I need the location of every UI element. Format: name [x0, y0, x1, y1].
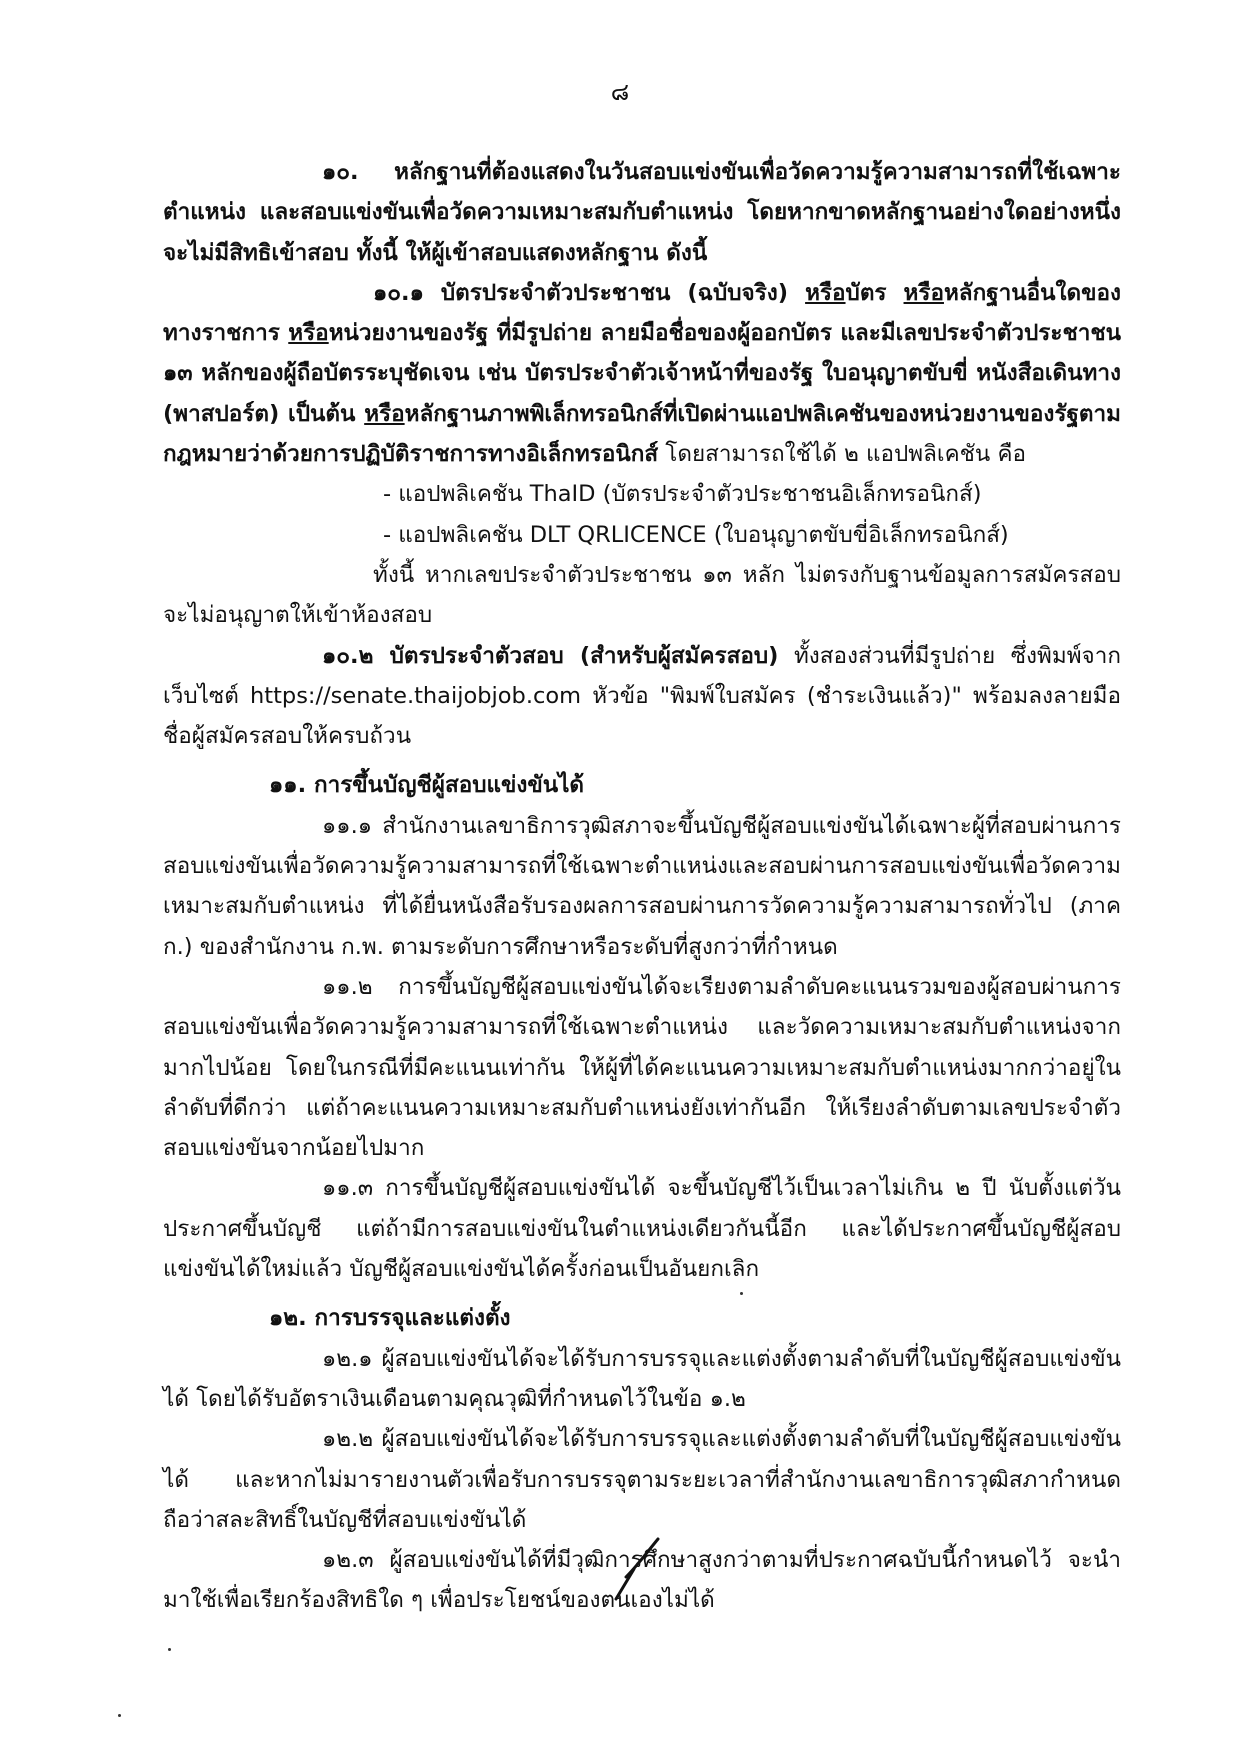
- s10-1-lead: ๑๐.๑ บัตรประจำตัวประชาชน (ฉบับจริง): [373, 279, 806, 306]
- s10-1-id13: ๑๓ หลักของผู้ถือบัตรระบุชัดเจน เช่น บัตรประจำตัวเจ้าหน้าที่ของรัฐ ใบอนุญาตขับขี่ หนังสือเดินทาง (พาสปอร์ต) เป็นต้น: [163, 360, 1121, 427]
- section-11-1: ๑๑.๑ สำนักงานเลขาธิการวุฒิสภาจะขึ้นบัญชีผู้สอบแข่งขันได้เฉพาะผู้ที่สอบผ่านการสอบแข่งขันเพื่อวัดความรู้ความสามารถที่ใช้เฉพาะตำแหน่งและสอบผ่านการสอบแข่งขันเพื่อวัดความเหมาะสมกับตำแหน่ง ที่ได้ยื่นหนังสือรับรองผลการสอบผ่านการวัดความรู้ความสามารถทั่วไป (ภาค ก.) ของสำนักงาน ก.พ. ตามระดับการศึกษาหรือระดับที่สูงกว่าที่กำหนด: [163, 812, 1122, 960]
- s10-1-agency: หน่วยงานของรัฐ ที่มีรูปถ่าย ลายมือชื่อของผู้ออกบัตร และมีเลขประจำตัวประชาชน: [328, 320, 1122, 347]
- initial-signature-mark: [614, 1535, 664, 1605]
- id-mismatch-note: ทั้งนี้ หากเลขประจำตัวประชาชน ๑๓ หลัก ไม่ตรงกับฐานข้อมูลการสมัครสอบ จะไม่อนุญาตให้เข้าห้องสอบ: [163, 561, 1121, 629]
- section-10-intro: ๑๐. หลักฐานที่ต้องแสดงในวันสอบแข่งขันเพื่อวัดความรู้ความสามารถที่ใช้เฉพาะตำแหน่ง และสอบแข่งขันเพื่อวัดความเหมาะสมกับตำแหน่ง โดยหากขาดหลักฐานอย่างใดอย่างหนึ่ง จะไม่มีสิทธิเข้าสอบ ทั้งนี้ ให้ผู้เข้าสอบแสดงหลักฐาน ดังนี้: [163, 159, 1121, 266]
- s10-1-electronic: หลักฐานภาพพิเล็กทรอนิกส์ที่เปิดผ่านแอปพลิเคชันของหน่วยงานของรัฐตามกฎหมายว่าด้วยการปฏิบัติราชการทางอิเล็กทรอนิกส์: [163, 400, 1121, 468]
- document-body: [163, 152, 1121, 1621]
- section-10-1: [163, 273, 1121, 474]
- scan-speck: [118, 1714, 121, 1717]
- s10-1-other: หลักฐานอื่นใดของทางราชการ: [163, 279, 1122, 347]
- s10-2-lead: ๑๐.๒ บัตรประจำตัวสอบ (สำหรับผู้สมัครสอบ): [322, 642, 779, 669]
- s10-1-card: บัตร: [845, 279, 904, 306]
- scan-speck: [740, 1292, 743, 1295]
- or-3: หรือ: [288, 320, 329, 347]
- section-12-1: ๑๒.๑ ผู้สอบแข่งขันได้จะได้รับการบรรจุและแต่งตั้งตามลำดับที่ในบัญชีผู้สอบแข่งขันได้ โดยได้รับอัตราเงินเดือนตามคุณวุฒิที่กำหนดไว้ในข้อ ๑.๒: [163, 1345, 1121, 1412]
- app-dlt-qrlicence: - แอปพลิเคชัน DLT QRLICENCE (ใบอนุญาตขับขี่อิเล็กทรอนิกส์): [383, 521, 1009, 548]
- or-4: หรือ: [364, 400, 405, 427]
- app-thaid: - แอปพลิเคชัน ThaID (บัตรประจำตัวประชาชนอิเล็กทรอนิกส์): [383, 481, 982, 508]
- or-2: หรือ: [903, 279, 944, 306]
- page-number: ๘: [610, 78, 630, 106]
- section-11-3: ๑๑.๓ การขึ้นบัญชีผู้สอบแข่งขันได้ จะขึ้นบัญชีไว้เป็นเวลาไม่เกิน ๒ ปี นับตั้งแต่วันประกาศขึ้นบัญชี แต่ถ้ามีการสอบแข่งขันในตำแหน่งเดียวกันนี้อีก และได้ประกาศขึ้นบัญชีผู้สอบแข่งขันได้ใหม่แล้ว บัญชีผู้สอบแข่งขันได้ครั้งก่อนเป็นอันยกเลิก: [163, 1175, 1121, 1283]
- section-11-2: ๑๑.๒ การขึ้นบัญชีผู้สอบแข่งขันได้จะเรียงตามลำดับคะแนนรวมของผู้สอบผ่านการสอบแข่งขันเพื่อวัดความรู้ความสามารถที่ใช้เฉพาะตำแหน่ง และวัดความเหมาะสมกับตำแหน่งจากมากไปน้อย โดยในกรณีที่มีคะแนนเท่ากัน ให้ผู้ที่ได้คะแนนความเหมาะสมกับตำแหน่งมากกว่าอยู่ในลำดับที่ดีกว่า แต่ถ้าคะแนนความเหมาะสมกับตำแหน่งยังเท่ากันอีก ให้เรียงลำดับตามเลขประจำตัวสอบแข่งขันจากน้อยไปมาก: [163, 973, 1121, 1162]
- section-11-heading: ๑๑. การขึ้นบัญชีผู้สอบแข่งขันได้: [269, 772, 585, 799]
- section-12-heading: ๑๒. การบรรจุและแต่งตั้ง: [269, 1305, 511, 1332]
- section-12-3: ๑๒.๓ ผู้สอบแข่งขันได้ที่มีวุฒิการศึกษาสูงกว่าตามที่ประกาศฉบับนี้กำหนดไว้ จะนำมาใช้เพื่อเรียกร้องสิทธิใด ๆ เพื่อประโยชน์ของตนเองไม่ได้: [163, 1547, 1121, 1614]
- or-1: หรือ: [805, 279, 846, 306]
- section-10-2: [163, 636, 1121, 757]
- scan-speck: [168, 1648, 171, 1651]
- section-12-2: ๑๒.๒ ผู้สอบแข่งขันได้จะได้รับการบรรจุและแต่งตั้งตามลำดับที่ในบัญชีผู้สอบแข่งขันได้ และหากไม่มารายงานตัวเพื่อรับการบรรจุตามระยะเวลาที่สำนักงานเลขาธิการวุฒิสภากำหนด ถือว่าสละสิทธิ์ในบัญชีที่สอบแข่งขันได้: [163, 1426, 1121, 1533]
- s10-2-body: ทั้งสองส่วนที่มีรูปถ่าย ซึ่งพิมพ์จากเว็บไซต์ https://senate.thaijobjob.com หัวข้อ "พิมพ์ใบสมัคร (ชำระเงินแล้ว)" พร้อมลงลายมือชื่อผู้สมัครสอบให้ครบถ้วน: [163, 642, 1121, 750]
- s10-1-apps-intro: โดยสามารถใช้ได้ ๒ แอปพลิเคชัน คือ: [658, 441, 1027, 468]
